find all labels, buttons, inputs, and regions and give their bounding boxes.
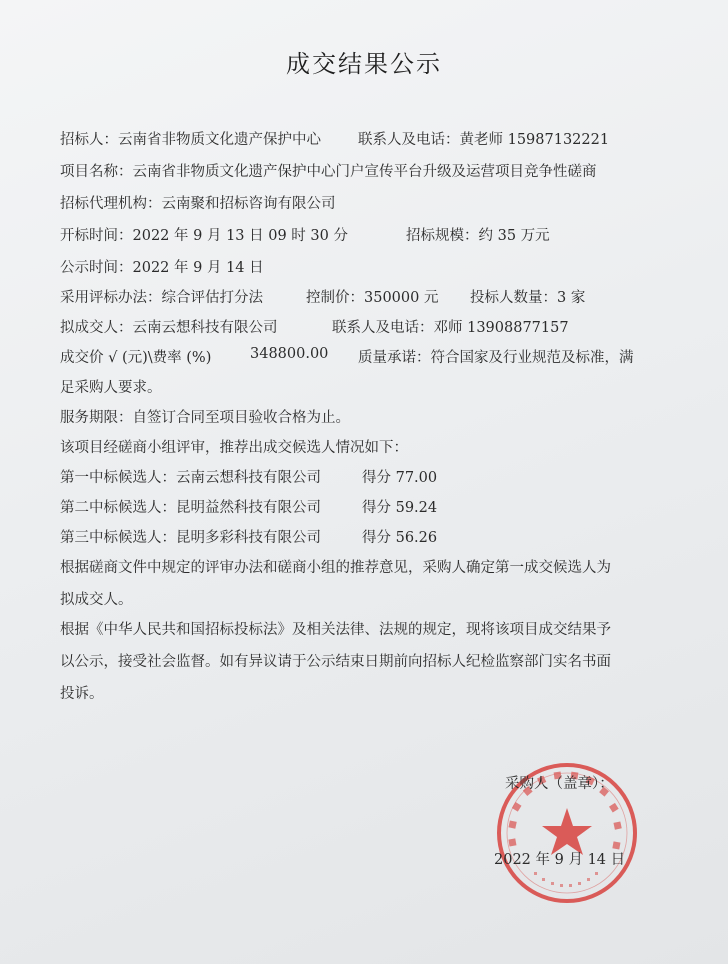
candidate-score: 得分 59.24 <box>362 500 438 516</box>
legal-paragraph-line1: 根据《中华人民共和国招标投标法》及相关法律、法规的规定，现将该项目成交结果予 <box>60 622 611 638</box>
legal-paragraph-line2: 以公示，接受社会监督。如有异议请于公示结束日期前向招标人纪检监察部门实名书面 <box>60 654 611 670</box>
signature-date: 2022 年 9 月 14 日 <box>494 852 626 868</box>
decision-paragraph-line2: 拟成交人。 <box>60 592 133 608</box>
legal-paragraph-line3: 投诉。 <box>60 686 104 702</box>
quality-continued: 足采购人要求。 <box>60 380 162 396</box>
document-title: 成交结果公示 <box>286 50 442 78</box>
candidate-rank: 第一中标候选人：云南云想科技有限公司 <box>60 470 321 486</box>
service-period: 服务期限：自签订合同至项目验收合格为止。 <box>60 410 350 426</box>
bidder-name: 招标人：云南省非物质文化遗产保护中心 <box>60 132 321 148</box>
purchaser-signature-label: 采购人（盖章）： <box>505 776 614 792</box>
price-label: 成交价 √ (元)\费率 (%) <box>60 350 212 366</box>
agency: 招标代理机构：云南聚和招标咨询有限公司 <box>60 196 336 212</box>
candidate-score: 得分 77.00 <box>362 470 438 486</box>
winner-contact: 联系人及电话：邓师 13908877157 <box>332 320 569 336</box>
candidate-score: 得分 56.26 <box>362 530 438 546</box>
candidate-rank: 第二中标候选人：昆明益然科技有限公司 <box>60 500 321 516</box>
open-time: 开标时间：2022 年 9 月 13 日 09 时 30 分 <box>60 228 348 244</box>
winner-name: 拟成交人：云南云想科技有限公司 <box>60 320 278 336</box>
candidates-intro: 该项目经磋商小组评审，推荐出成交候选人情况如下： <box>60 440 408 456</box>
bidder-count: 投标人数量：3 家 <box>470 290 586 306</box>
bidder-contact: 联系人及电话：黄老师 15987132221 <box>358 132 610 148</box>
control-price: 控制价：350000 元 <box>306 290 439 306</box>
candidate-rank: 第三中标候选人：昆明多彩科技有限公司 <box>60 530 321 546</box>
publish-time: 公示时间：2022 年 9 月 14 日 <box>60 260 264 276</box>
decision-paragraph-line1: 根据磋商文件中规定的评审办法和磋商小组的推荐意见，采购人确定第一成交候选人为 <box>60 560 611 576</box>
bid-scale: 招标规模：约 35 万元 <box>406 228 550 244</box>
project-name: 项目名称：云南省非物质文化遗产保护中心门户宣传平台升级及运营项目竞争性磋商 <box>60 164 597 180</box>
price-value: 348800.00 <box>250 346 329 362</box>
evaluation-method: 采用评标办法：综合评估打分法 <box>60 290 263 306</box>
quality-commitment: 质量承诺：符合国家及行业规范及标准，满 <box>358 350 634 366</box>
